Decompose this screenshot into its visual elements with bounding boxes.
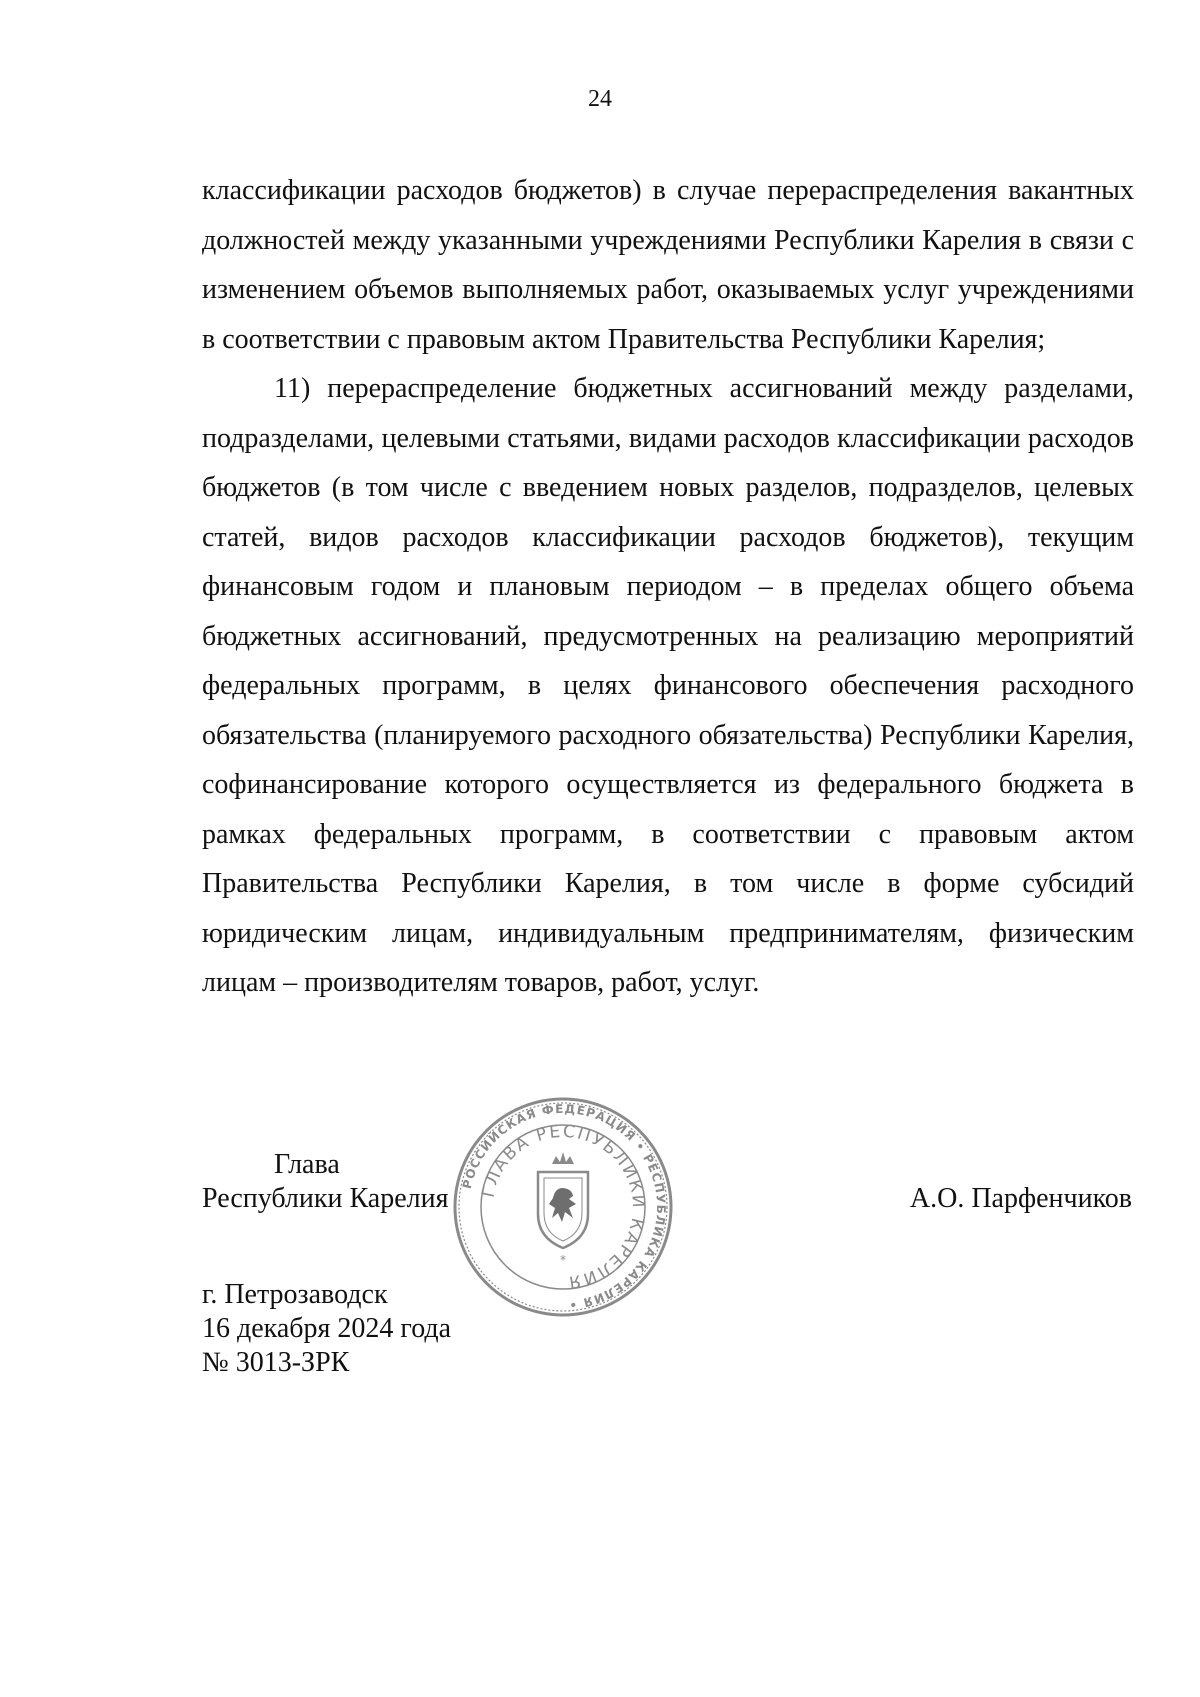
official-seal-image [452, 1096, 674, 1318]
document-body [202, 166, 1134, 1008]
paragraph-continuation: классификации расходов бюджетов) в случае перераспределения вакантных должностей между указанными учреждениями Республики Карелия в связи с изменением объемов выполняемых работ, оказываемых услуг учреждениями в соответствии с правовым актом Правительства Республики Карелия; [202, 175, 1134, 355]
seal-inner-text: ГЛАВА РЕСПУБЛИКИ КАРЕЛИЯ [478, 1121, 649, 1293]
law-number: № 3013-ЗРК [202, 1347, 350, 1378]
place-of-signing: г. Петрозаводск [202, 1279, 388, 1310]
seal-outer-text: РОССИЙСКАЯ ФЕДЕРАЦИЯ • РЕСПУБЛИКА КАРЕЛИЯ • [459, 1101, 669, 1312]
page-number: 24 [588, 86, 612, 112]
signatory-title-line1: Глава [274, 1149, 340, 1180]
paragraph-item-11: 11) перераспределение бюджетных ассигнований между разделами, подразделами, целевыми статьями, видами расходов классификации расходов бюджетов (в том числе с введением новых разделов, подразделов, целевых статей, видов расходов классификации расходов бюджетов), текущим финансовым годом и плановым периодом – в пределах общего объема бюджетных ассигнований, предусмотренных на реализацию мероприятий федеральных программ, в целях финансового обеспечения расходного обязательства (планируемого расходного обязательства) Республики Карелия, софинансирование которого осуществляется из федерального бюджета в рамках федеральных программ, в соответствии с правовым актом Правительства Республики Карелия, в том числе в форме субсидий юридическим лицам, индивидуальным предпринимателям, физическим лицам – производителям товаров, работ, услуг. [202, 373, 1134, 998]
signing-date: 16 декабря 2024 года [202, 1313, 452, 1344]
signatory-title [202, 1148, 448, 1216]
document-details [202, 1278, 451, 1380]
signatory-name: А.О. Парфенчиков [909, 1183, 1132, 1214]
coat-of-arms-icon [538, 1152, 588, 1267]
signatory-title-line2: Республики Карелия [202, 1183, 449, 1214]
svg-text:*: * [560, 1253, 566, 1267]
